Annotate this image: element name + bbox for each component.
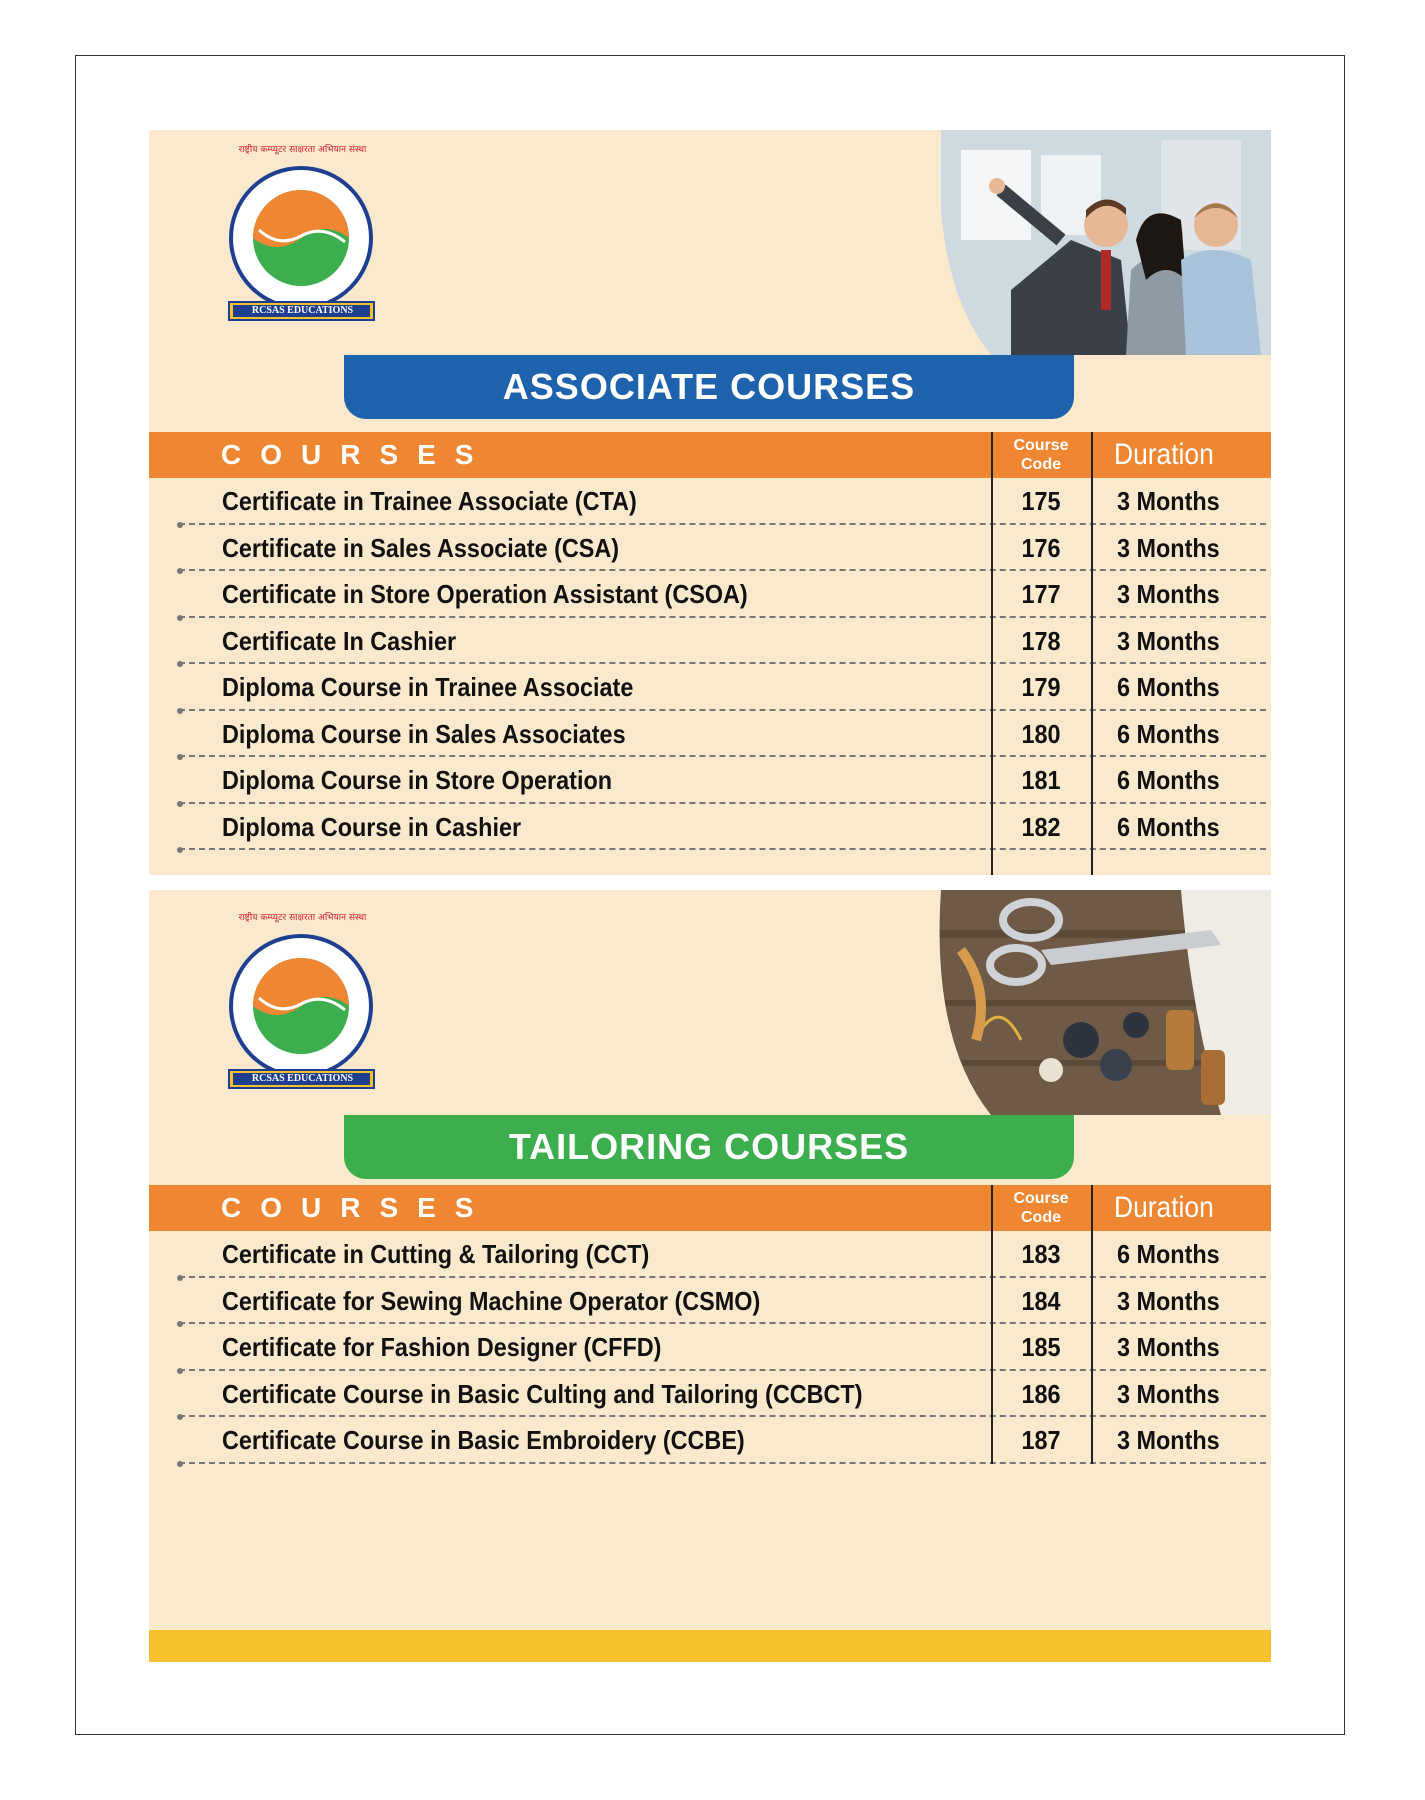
course-name: Certificate In Cashier: [222, 625, 457, 656]
course-code: 178: [1021, 625, 1061, 656]
tailoring-courses-table: [149, 1185, 1271, 1464]
course-code: 177: [1021, 579, 1061, 609]
course-duration: 3 Months: [1117, 1425, 1220, 1455]
course-code: 183: [1021, 1239, 1061, 1269]
associate-section: [149, 130, 1271, 875]
course-duration: 3 Months: [1117, 1378, 1220, 1409]
tailoring-courses-banner: TAILORING COURSES: [344, 1115, 1074, 1179]
course-name: Certificate Course in Basic Embroidery (CCBE): [222, 1425, 745, 1455]
row-bullet-dot: [177, 1461, 183, 1467]
column-divider: [991, 432, 993, 875]
course-code: 179: [1021, 672, 1061, 702]
table-row: [149, 804, 1271, 851]
tailoring-tools-photo: [921, 890, 1271, 1115]
course-name: Certificate in Sales Associate (CSA): [222, 532, 620, 563]
course-code-column-header: [991, 436, 1091, 474]
course-duration: 3 Months: [1117, 1285, 1220, 1316]
course-name: Certificate in Cutting & Tailoring (CCT): [222, 1239, 650, 1269]
column-divider: [1091, 432, 1093, 875]
course-code-column-header: [991, 1189, 1091, 1227]
table-row: [149, 618, 1271, 665]
associate-courses-table: [149, 432, 1271, 850]
course-code: 176: [1021, 532, 1061, 563]
logo-org-text: RCSAS EDUCATIONS: [251, 305, 354, 316]
rcsas-logo: [219, 928, 384, 1093]
course-duration: 6 Months: [1117, 811, 1220, 842]
table-row: [149, 1371, 1271, 1418]
table-row: [149, 478, 1271, 525]
table-row: [149, 664, 1271, 711]
course-name: Certificate in Trainee Associate (CTA): [222, 486, 637, 516]
tailoring-section: [149, 890, 1271, 1660]
table-header: [149, 432, 1271, 478]
row-bullet-dot: [177, 847, 183, 853]
table-row: [149, 1278, 1271, 1325]
duration-column-header: Duration: [1114, 1191, 1214, 1224]
course-name: Diploma Course in Trainee Associate: [222, 672, 634, 702]
course-code-header-line2: Code: [1021, 456, 1061, 473]
course-name: Diploma Course in Store Operation: [222, 765, 613, 795]
course-code: 180: [1021, 718, 1061, 749]
course-name: Certificate for Sewing Machine Operator (CSMO): [222, 1285, 761, 1316]
course-code: 186: [1021, 1378, 1061, 1409]
course-code: 181: [1021, 765, 1061, 795]
logo-ring-text: राष्ट्रीय कम्प्यूटर साक्षरता अभियान संस्था: [238, 913, 367, 923]
footer-bar: [149, 1630, 1271, 1662]
course-duration: 3 Months: [1117, 1332, 1220, 1362]
column-divider: [1091, 1185, 1093, 1464]
rcsas-logo: [219, 160, 384, 325]
course-code: 185: [1021, 1332, 1061, 1362]
column-divider: [991, 1185, 993, 1464]
table-row: [149, 711, 1271, 758]
course-code: 182: [1021, 811, 1061, 842]
course-duration: 3 Months: [1117, 532, 1220, 563]
course-name: Certificate Course in Basic Culting and Tailoring (CCBCT): [222, 1378, 863, 1409]
courses-column-header: COURSES: [221, 439, 493, 470]
course-duration: 3 Months: [1117, 579, 1220, 609]
logo-ring-text: राष्ट्रीय कम्प्यूटर साक्षरता अभियान संस्था: [238, 145, 367, 155]
retail-staff-photo: [921, 130, 1271, 355]
course-code-header-line1: Course: [1013, 437, 1069, 454]
table-row: [149, 1324, 1271, 1371]
table-row: [149, 525, 1271, 572]
course-duration: 6 Months: [1117, 1239, 1220, 1269]
courses-column-header: COURSES: [221, 1192, 493, 1223]
course-name: Certificate for Fashion Designer (CFFD): [222, 1332, 662, 1362]
associate-courses-banner: ASSOCIATE COURSES: [344, 355, 1074, 419]
table-row: [149, 571, 1271, 618]
logo-org-text: RCSAS EDUCATIONS: [251, 1073, 354, 1084]
course-code-header-line2: Code: [1021, 1209, 1061, 1226]
course-duration: 6 Months: [1117, 765, 1220, 795]
course-duration: 6 Months: [1117, 718, 1220, 749]
course-name: Diploma Course in Cashier: [222, 811, 522, 842]
course-code: 187: [1021, 1425, 1061, 1455]
row-divider: [179, 1462, 1266, 1464]
table-row: [149, 1417, 1271, 1464]
duration-column-header: Duration: [1114, 438, 1214, 471]
course-name: Certificate in Store Operation Assistant (CSOA): [222, 579, 748, 609]
course-code-header-line1: Course: [1013, 1190, 1069, 1207]
table-row: [149, 757, 1271, 804]
table-row: [149, 1231, 1271, 1278]
row-divider: [179, 848, 1266, 850]
course-duration: 6 Months: [1117, 672, 1220, 702]
course-duration: 3 Months: [1117, 486, 1220, 516]
table-header: [149, 1185, 1271, 1231]
course-name: Diploma Course in Sales Associates: [222, 718, 626, 749]
course-duration: 3 Months: [1117, 625, 1220, 656]
course-code: 175: [1021, 486, 1061, 516]
course-code: 184: [1021, 1285, 1061, 1316]
